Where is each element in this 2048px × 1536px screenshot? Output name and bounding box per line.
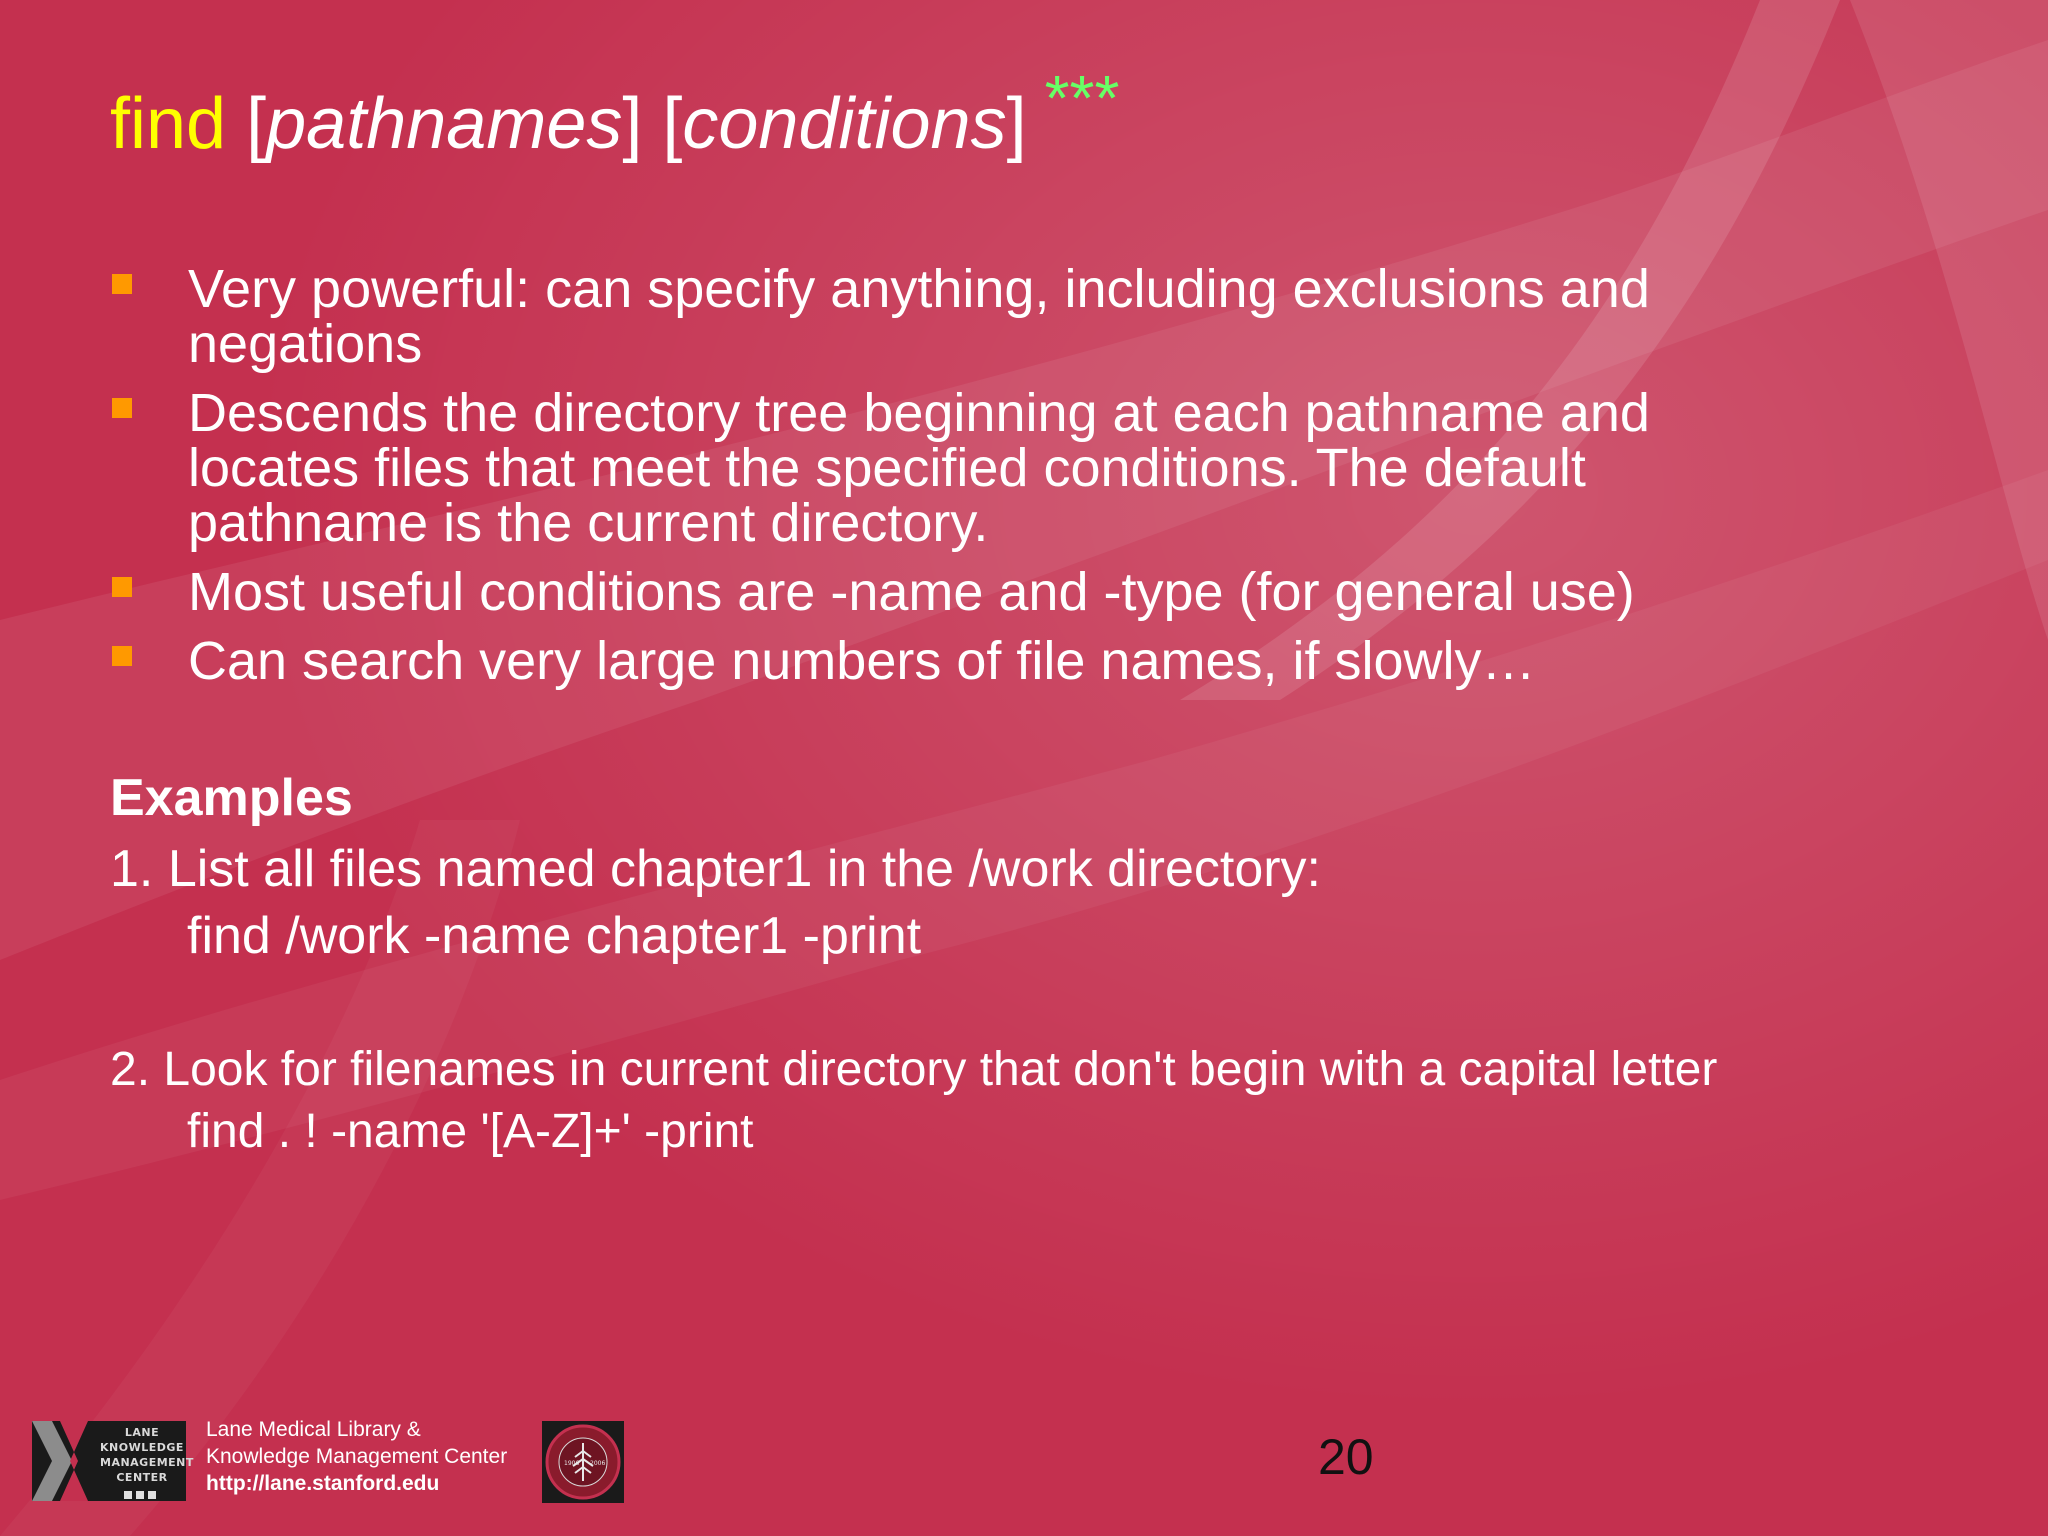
title-pathnames: pathnames xyxy=(266,84,623,164)
lane-kmc-logo xyxy=(32,1421,194,1501)
page-number: 20 xyxy=(1318,1429,1374,1485)
bullet-item xyxy=(110,259,1810,374)
logo-text: LANE KNOWLEDGE MANAGEMENT CENTER xyxy=(100,1426,194,1484)
bullet-square-icon xyxy=(112,577,132,597)
bullet-text: Can search very large numbers of file names, if slowly… xyxy=(188,631,1536,691)
library-seal-icon xyxy=(542,1421,624,1503)
example-1-description: 1. List all files named chapter1 in the /work directory: xyxy=(110,840,1322,898)
title-conditions: conditions xyxy=(682,84,1007,164)
examples-heading: Examples xyxy=(110,769,353,827)
bullet-text: Descends the directory tree beginning at each pathname and locates files that meet the specified conditions. The default pathname is the current directory. xyxy=(188,383,1650,553)
svg-text:2006: 2006 xyxy=(590,1460,606,1467)
footer-organization xyxy=(206,1416,507,1497)
bullet-text: Very powerful: can specify anything, including exclusions and negations xyxy=(188,259,1650,374)
slide-title xyxy=(110,62,1120,164)
bullet-text: Most useful conditions are -name and -type (for general use) xyxy=(188,562,1635,622)
example-2-command: find . ! -name '[A-Z]+' -print xyxy=(187,1105,754,1158)
title-command: find xyxy=(110,84,227,164)
bullet-list xyxy=(110,259,1810,703)
example-1-command: find /work -name chapter1 -print xyxy=(187,907,922,965)
title-arguments: [pathnames] [conditions] xyxy=(246,84,1027,164)
footer-org-line-2: Knowledge Management Center xyxy=(206,1445,508,1468)
title-stars: *** xyxy=(1044,62,1120,134)
bullet-item xyxy=(110,631,1810,691)
example-2-description: 2. Look for filenames in current directory that don't begin with a capital letter xyxy=(110,1043,1718,1096)
footer-url-link[interactable]: http://lane.stanford.edu xyxy=(206,1472,440,1495)
svg-text:1906: 1906 xyxy=(564,1460,580,1467)
bullet-square-icon xyxy=(112,646,132,666)
bullet-square-icon xyxy=(112,274,132,294)
bullet-item xyxy=(110,562,1810,622)
footer-org-line-1: Lane Medical Library & xyxy=(206,1418,421,1441)
bullet-item xyxy=(110,383,1810,553)
bullet-square-icon xyxy=(112,398,132,418)
